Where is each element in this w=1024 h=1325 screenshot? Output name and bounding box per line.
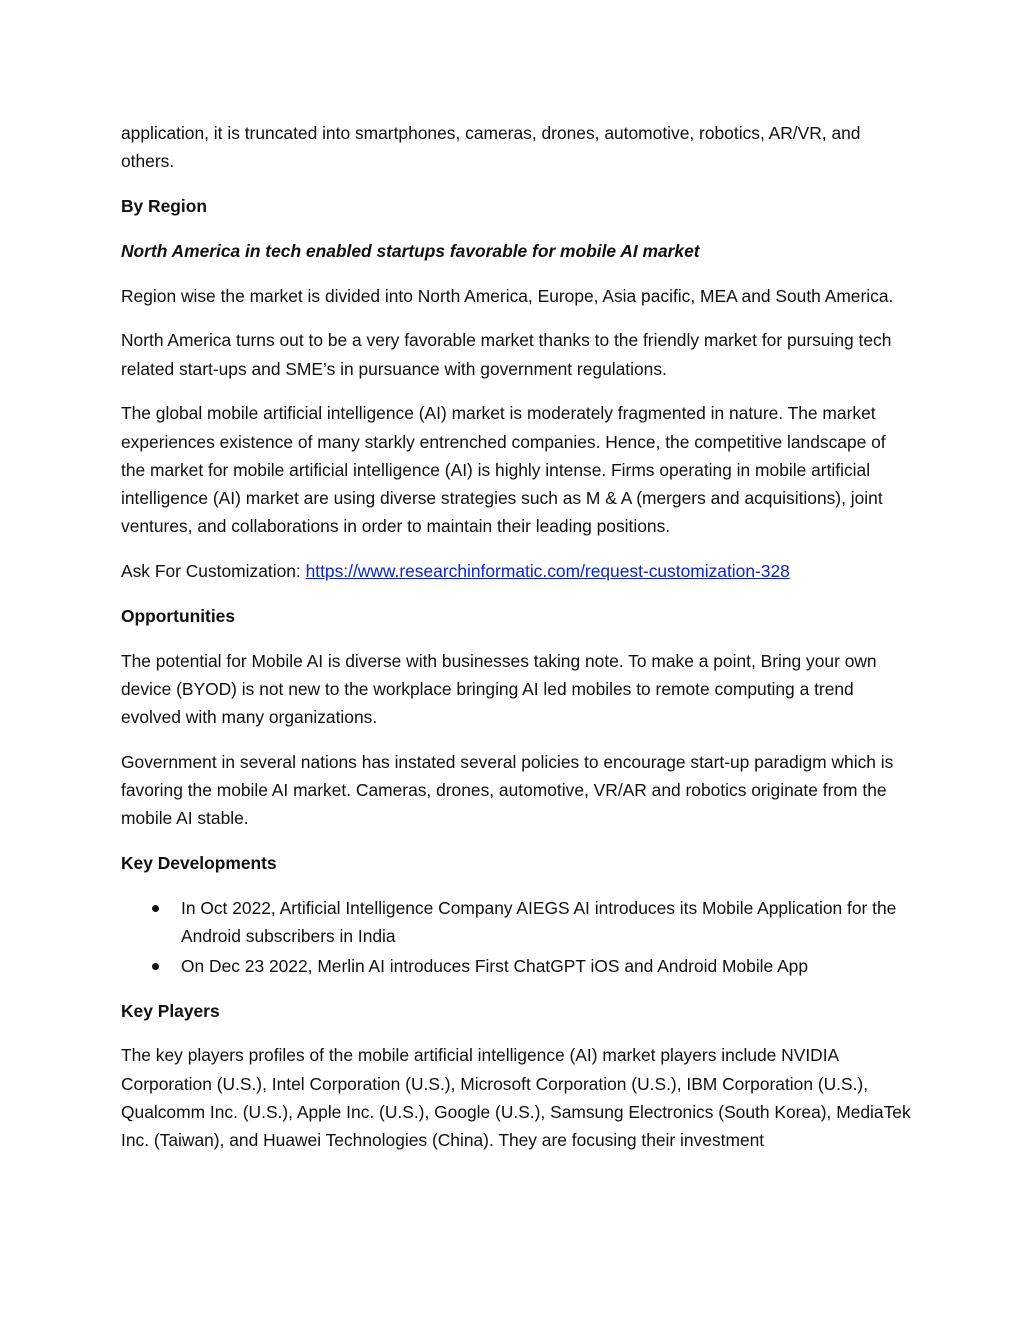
key-developments-heading: Key Developments: [121, 853, 277, 873]
opportunities-paragraph-2: Government in several nations has instated several policies to encourage start-up paradigm which is favoring the mobile AI market. Cameras, drones, automotive, VR/AR and robotics originate from the mobile AI stable.: [121, 751, 894, 829]
customization-link[interactable]: https://www.researchinformatic.com/request-customization-328: [305, 561, 790, 581]
developments-list: [121, 894, 911, 980]
opportunities-paragraph-1: The potential for Mobile AI is diverse with businesses taking note. To make a point, Bring your own device (BYOD) is not new to the workplace bringing AI led mobiles to remote computing a trend evolved with many organizations.: [121, 650, 877, 727]
customization-paragraph: [121, 557, 911, 585]
development-item-text: On Dec 23 2022, Merlin AI introduces First ChatGPT iOS and Android Mobile App: [181, 955, 809, 976]
north-america-paragraph: North America turns out to be a very favorable market thanks to the friendly market for pursuing tech related start-ups and SME’s in pursuance with government regulations.: [121, 330, 892, 379]
competitive-landscape-paragraph: The global mobile artificial intelligence (AI) market is moderately fragmented in nature. The market experiences existence of many starkly entrenched companies. Hence, the competitive landscape of the market for mobile artificial intelligence (AI) is highly intense. Firms operating in mobile artificial intelligence (AI) market are using diverse strategies such as M & A (mergers and acquisitions), joint ventures, and collaborations in order to maintain their leading positions.: [121, 403, 886, 537]
development-item-text: In Oct 2022, Artificial Intelligence Company AIEGS AI introduces its Mobile Application for the Android subscribers in India: [181, 897, 897, 946]
bullet-icon: [152, 905, 159, 912]
region-division-paragraph: Region wise the market is divided into North America, Europe, Asia pacific, MEA and South America.: [121, 285, 894, 306]
customization-label: Ask For Customization:: [121, 561, 306, 581]
intro-tail-paragraph: application, it is truncated into smartphones, cameras, drones, automotive, robotics, AR/VR, and others.: [121, 123, 861, 172]
region-subheading: North America in tech enabled startups favorable for mobile AI market: [121, 240, 700, 261]
opportunities-heading: Opportunities: [121, 605, 235, 626]
by-region-heading: By Region: [121, 196, 207, 216]
list-item: [121, 894, 911, 950]
key-players-heading: Key Players: [121, 1000, 220, 1021]
key-players-paragraph: The key players profiles of the mobile artificial intelligence (AI) market players include NVIDIA Corporation (U.S.), Intel Corporation (U.S.), Microsoft Corporation (U.S.), IBM Corporation (U.S.), Qualcomm Inc. (U.S.), Apple Inc. (U.S.), Google (U.S.), Samsung Electronics (South Korea), MediaTek Inc. (Taiwan), and Huawei Technologies (China). They are focusing their investment: [121, 1045, 911, 1150]
bullet-icon: [152, 963, 159, 970]
list-item: [121, 952, 911, 980]
document-page: [121, 119, 911, 1171]
